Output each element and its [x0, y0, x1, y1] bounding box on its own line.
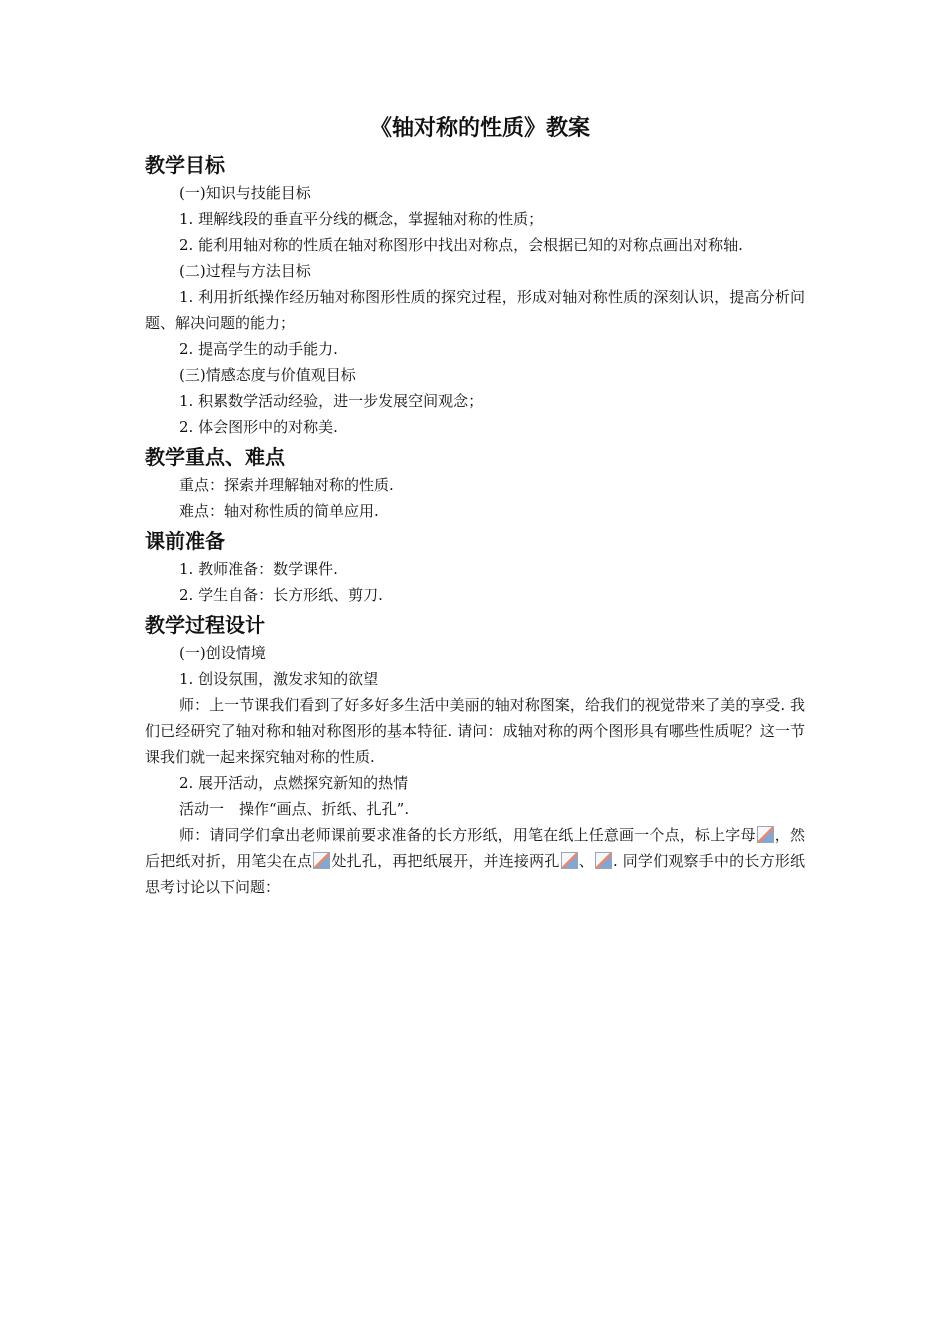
paragraph: 2. 体会图形中的对称美. [179, 418, 338, 436]
text-run: 师：请同学们拿出老师课前要求准备的长方形纸，用笔在纸上任意画一个点，标上字母 [179, 826, 756, 844]
broken-image-icon [595, 852, 612, 869]
section-heading-preparation: 课前准备 [145, 529, 225, 553]
paragraph-with-images [145, 822, 805, 900]
paragraph: 活动一 操作“画点、折纸、扎孔”. [179, 800, 410, 818]
paragraph: 2. 提高学生的动手能力. [179, 340, 338, 358]
paragraph: 1. 利用折纸操作经历轴对称图形性质的探究过程，形成对轴对称性质的深刻认识，提高分析问题、解决问题的能力； [145, 288, 805, 332]
section-heading-objectives: 教学目标 [145, 153, 225, 177]
paragraph: 2. 展开活动，点燃探究新知的热情 [179, 774, 409, 792]
paragraph: (一)创设情境 [179, 644, 266, 662]
document-page [145, 112, 805, 900]
text-run: . 同学们观察手中的长方形纸思考讨论以下问题： [145, 852, 805, 896]
paragraph: 1. 理解线段的垂直平分线的概念，掌握轴对称的性质； [179, 210, 544, 228]
text-run: 、 [578, 852, 594, 870]
paragraph: 1. 教师准备：数学课件. [179, 560, 338, 578]
paragraph: 1. 创设氛围，激发求知的欲望 [179, 670, 379, 688]
paragraph: 1. 积累数学活动经验，进一步发展空间观念； [179, 392, 484, 410]
paragraph: 2. 学生自备：长方形纸、剪刀. [179, 586, 383, 604]
section-heading-key-points: 教学重点、难点 [145, 445, 285, 469]
paragraph: 师：上一节课我们看到了好多好多生活中美丽的轴对称图案，给我们的视觉带来了美的享受. 我们已经研究了轴对称和轴对称图形的基本特征. 请问：成轴对称的两个图形具有哪些性质呢？这一节课我们就一起来探究轴对称的性质. [145, 696, 805, 766]
paragraph: 2. 能利用轴对称的性质在轴对称图形中找出对称点，会根据已知的对称点画出对称轴. [179, 236, 743, 254]
text-run: 处扎孔，再把纸展开，并连接两孔 [331, 852, 560, 870]
paragraph: (三)情感态度与价值观目标 [179, 366, 356, 384]
broken-image-icon [757, 826, 774, 843]
paragraph: 难点：轴对称性质的简单应用. [179, 502, 379, 520]
document-title: 《轴对称的性质》教案 [369, 116, 590, 141]
paragraph: (一)知识与技能目标 [179, 184, 311, 202]
broken-image-icon [313, 852, 330, 869]
paragraph: (二)过程与方法目标 [179, 262, 311, 280]
paragraph: 重点：探索并理解轴对称的性质. [179, 476, 394, 494]
broken-image-icon [561, 852, 578, 869]
text-run: ，然后把纸对折，用笔尖在点 [145, 826, 805, 870]
section-heading-process: 教学过程设计 [145, 613, 265, 637]
